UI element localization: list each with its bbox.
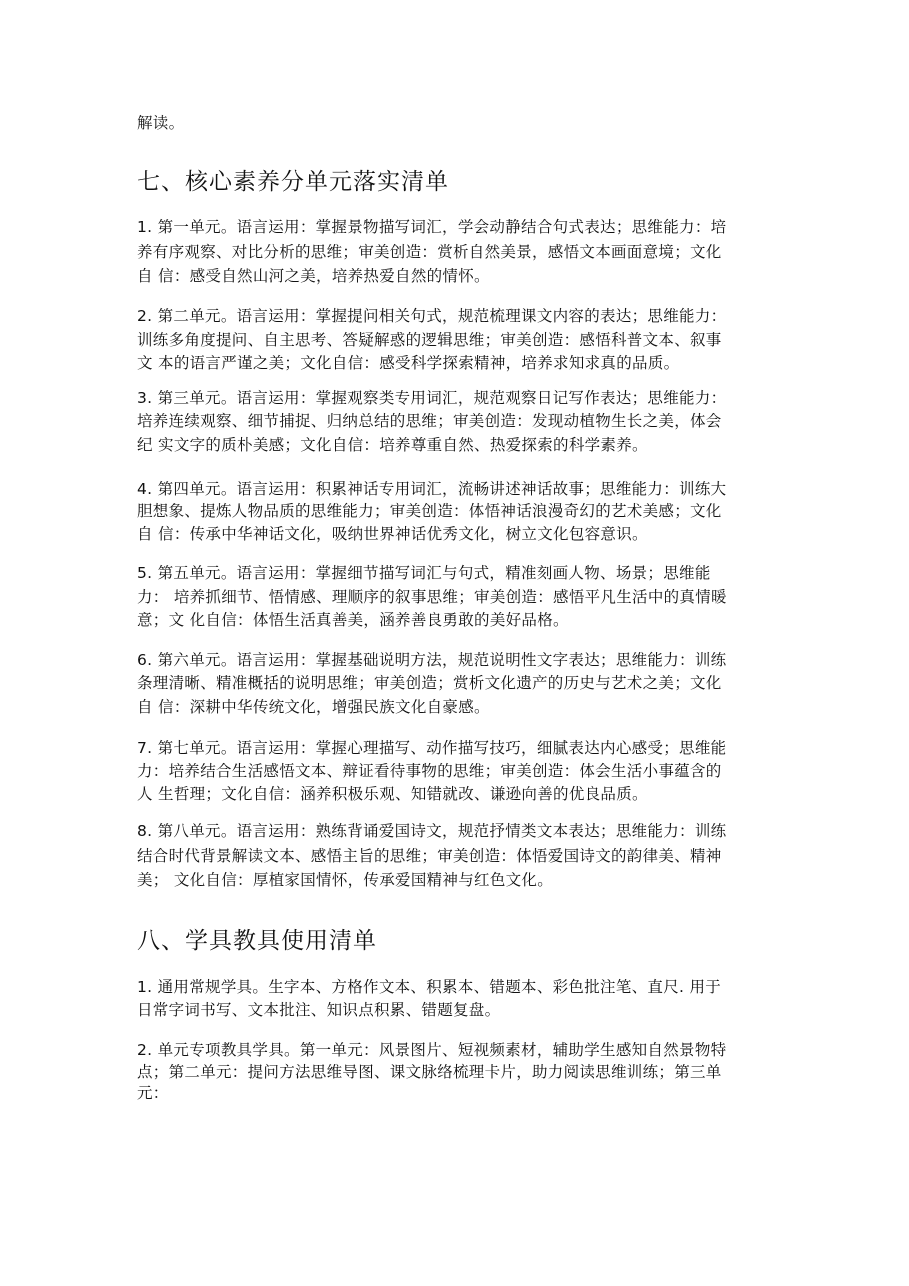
item-line: 条理清晰、精准概括的说明思维；审美创造；赏析文化遗产的历史与艺术之美；文化 — [137, 674, 722, 692]
item-line: 2. 单元专项教具学具。第一单元：风景图片、短视频素材，辅助学生感知自然景物特 — [137, 1041, 727, 1059]
item-line: 力： 培养抓细节、悟情感、理顺序的叙事思维；审美创造：感悟平凡生活中的真情暖 — [137, 588, 727, 606]
item-line: 自 信：深耕中华传统文化，增强民族文化自豪感。 — [137, 698, 490, 716]
item-line: 2. 第二单元。语言运用：掌握提问相关句式，规范梳理课文内容的表达；思维能力： — [137, 307, 727, 325]
item-line: 4. 第四单元。语言运用：积累神话专用词汇，流畅讲述神话故事；思维能力：训练大 — [137, 480, 727, 498]
item-line: 7. 第七单元。语言运用：掌握心理描写、动作描写技巧，细腻表达内心感受；思维能 — [137, 739, 727, 757]
item-line: 5. 第五单元。语言运用：掌握细节描写词汇与句式，精准刻画人物、场景；思维能 — [137, 564, 711, 582]
item-line: 训练多角度提问、自主思考、答疑解惑的逻辑思维；审美创造：感悟科普文本、叙事 — [137, 331, 722, 349]
item-line: 元： — [137, 1084, 169, 1102]
section-8-heading: 八、学具教具使用清单 — [137, 928, 377, 954]
item-line: 自 信：传承中华神话文化，吸纳世界神话优秀文化，树立文化包容意识。 — [137, 525, 648, 543]
item-line: 养有序观察、对比分析的思维；审美创造：赏析自然美景，感悟文本画面意境；文化 — [137, 243, 722, 261]
item-line: 胆想象、提炼人物品质的思维能力；审美创造：体悟神话浪漫奇幻的艺术美感；文化 — [137, 502, 722, 520]
item-line: 6. 第六单元。语言运用：掌握基础说明方法，规范说明性文字表达；思维能力：训练 — [137, 651, 727, 669]
item-line: 3. 第三单元。语言运用：掌握观察类专用词汇，规范观察日记写作表达；思维能力： — [137, 389, 727, 407]
item-line: 文 本的语言严谨之美；文化自信：感受科学探索精神，培养求知求真的品质。 — [137, 354, 680, 372]
item-line: 美； 文化自信：厚植家国情怀，传承爱国精神与红色文化。 — [137, 871, 554, 889]
item-line: 意；文 化自信：体悟生活真善美，涵养善良勇敢的美好品格。 — [137, 611, 569, 629]
item-line: 点；第二单元：提问方法思维导图、课文脉络梳理卡片，助力阅读思维训练；第三单 — [137, 1063, 722, 1081]
item-line: 力：培养结合生活感悟文本、辩证看待事物的思维；审美创造：体会生活小事蕴含的 — [137, 762, 722, 780]
item-line: 人 生哲理；文化自信：涵养积极乐观、知错就改、谦逊向善的优良品质。 — [137, 785, 648, 803]
intro-tail-text: 解读。 — [137, 114, 185, 132]
item-line: 培养连续观察、细节捕捉、归纳总结的思维；审美创造：发现动植物生长之美，体会 — [137, 412, 722, 430]
item-line: 结合时代背景解读文本、感悟主旨的思维；审美创造：体悟爱国诗文的韵律美、精神 — [137, 847, 722, 865]
item-line: 8. 第八单元。语言运用：熟练背诵爱国诗文，规范抒情类文本表达；思维能力：训练 — [137, 822, 727, 840]
item-line: 1. 第一单元。语言运用：掌握景物描写词汇，学会动静结合句式表达；思维能力：培 — [137, 218, 727, 236]
section-7-heading: 七、核心素养分单元落实清单 — [137, 169, 449, 195]
item-line: 日常字词书写、文本批注、知识点积累、错题复盘。 — [137, 1001, 501, 1019]
item-line: 纪 实文字的质朴美感；文化自信：培养尊重自然、热爱探索的科学素养。 — [137, 436, 648, 454]
item-line: 自 信：感受自然山河之美，培养热爱自然的情怀。 — [137, 267, 490, 285]
item-line: 1. 通用常规学具。生字本、方格作文本、积累本、错题本、彩色批注笔、直尺. 用于 — [137, 978, 722, 996]
